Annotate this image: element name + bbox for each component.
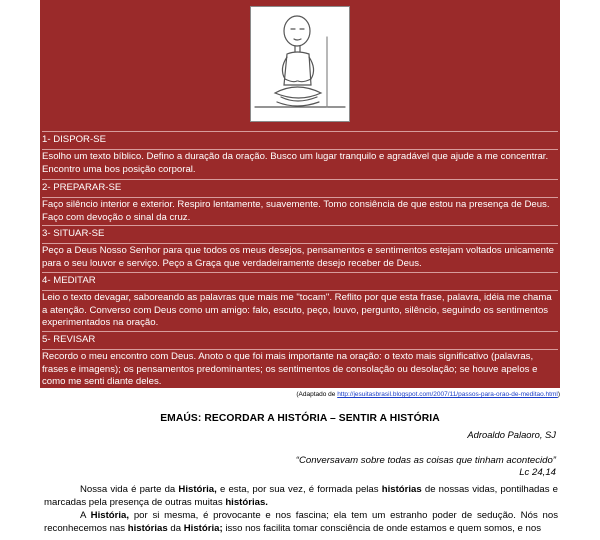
- epigraph-reference: Lc 24,14: [519, 467, 556, 478]
- epigraph-text: “Conversavam sobre todas as coisas que tinham acontecido”: [295, 455, 556, 466]
- meditating-figure-illustration: [250, 6, 350, 122]
- step-preparar-se: [42, 179, 558, 224]
- emphasis: História,: [178, 484, 217, 495]
- text-run: e esta, por sua vez, é formada pelas: [216, 484, 382, 495]
- step-text: Recordo o meu encontro com Deus. Anoto o que foi mais importante na oração: o texto mais significativo (palavras, frases e imagens); os pensamentos predominantes; os sentimentos de consolação ou desolação; se houve apelos e como me senti diante deles.: [42, 349, 558, 389]
- article-title: EMAÚS: RECORDAR A HISTÓRIA – SENTIR A HISTÓRIA: [160, 413, 440, 424]
- step-text: Esolho um texto bíblico. Defino a duração da oração. Busco um lugar tranquilo e agradável que ajude a me concentrar. Encontro uma bos posição corporal.: [42, 149, 558, 176]
- step-dispor-se: [42, 131, 558, 176]
- step-heading: 2- PREPARAR-SE: [42, 179, 558, 194]
- emphasis: histórias.: [225, 496, 268, 508]
- step-text: Peço a Deus Nosso Senhor para que todos os meus desejos, pensamentos e sentimentos estejam voltados unicamente para o seu louvor e serviço. Peço a Graça que verdadeiramente desejo receber de Deus.: [42, 243, 558, 270]
- step-heading: 3- SITUAR-SE: [42, 225, 558, 240]
- emphasis: histórias: [127, 522, 168, 534]
- source-link[interactable]: http://jesuitasbrasil.blogspot.com/2007/11/passos-para-orao-de-meditao.html: [337, 391, 558, 398]
- emphasis: histórias: [381, 484, 422, 495]
- emphasis: História;: [183, 522, 223, 534]
- step-heading: 4- MEDITAR: [42, 272, 558, 287]
- step-text: Faço silêncio interior e exterior. Respiro lentamente, suavemente. Tomo consiência de que estou na presença de Deus. Faço com devoção o sinal da cruz.: [42, 197, 558, 224]
- step-situar-se: [42, 225, 558, 270]
- text-run: A: [80, 510, 91, 521]
- step-text: Leio o texto devagar, saboreando as palavras que mais me "tocam". Reflito por que esta frase, palavra, idéia me chama a atenção. Converso com Deus como um amigo: falo, escuto, peço, louvo, pergunto, silêncio, seguindo os sentimentos experimentados na oração.: [42, 290, 558, 330]
- paragraph-2: [44, 510, 558, 535]
- article-author: Adroaldo Palaoro, SJ: [467, 429, 556, 440]
- step-revisar: [42, 331, 558, 389]
- source-credit: [40, 390, 560, 399]
- text-run: de nossas vidas, pontilhadas e marcadas pela presença de outras muitas: [44, 484, 558, 508]
- text-run: Nossa vida é parte da: [80, 484, 179, 495]
- text-run: isso nos facilita tomar consciência de onde estamos e quem somos, e nos: [222, 522, 542, 534]
- step-heading: 1- DISPOR-SE: [42, 131, 558, 146]
- credit-suffix: ): [557, 391, 560, 398]
- step-meditar: [42, 272, 558, 330]
- step-heading: 5- REVISAR: [42, 331, 558, 346]
- emphasis: História,: [90, 510, 130, 521]
- text-run: da: [167, 522, 184, 534]
- text-run: por si mesma, é provocante e nos fascina; ela tem um estranho poder de sedução. Nós nos reconhecemos nas: [44, 510, 558, 534]
- epigraph: [296, 455, 556, 479]
- credit-prefix: (Adaptado de: [296, 391, 338, 398]
- meditating-person-icon: [251, 7, 349, 121]
- paragraph-1: [44, 484, 558, 509]
